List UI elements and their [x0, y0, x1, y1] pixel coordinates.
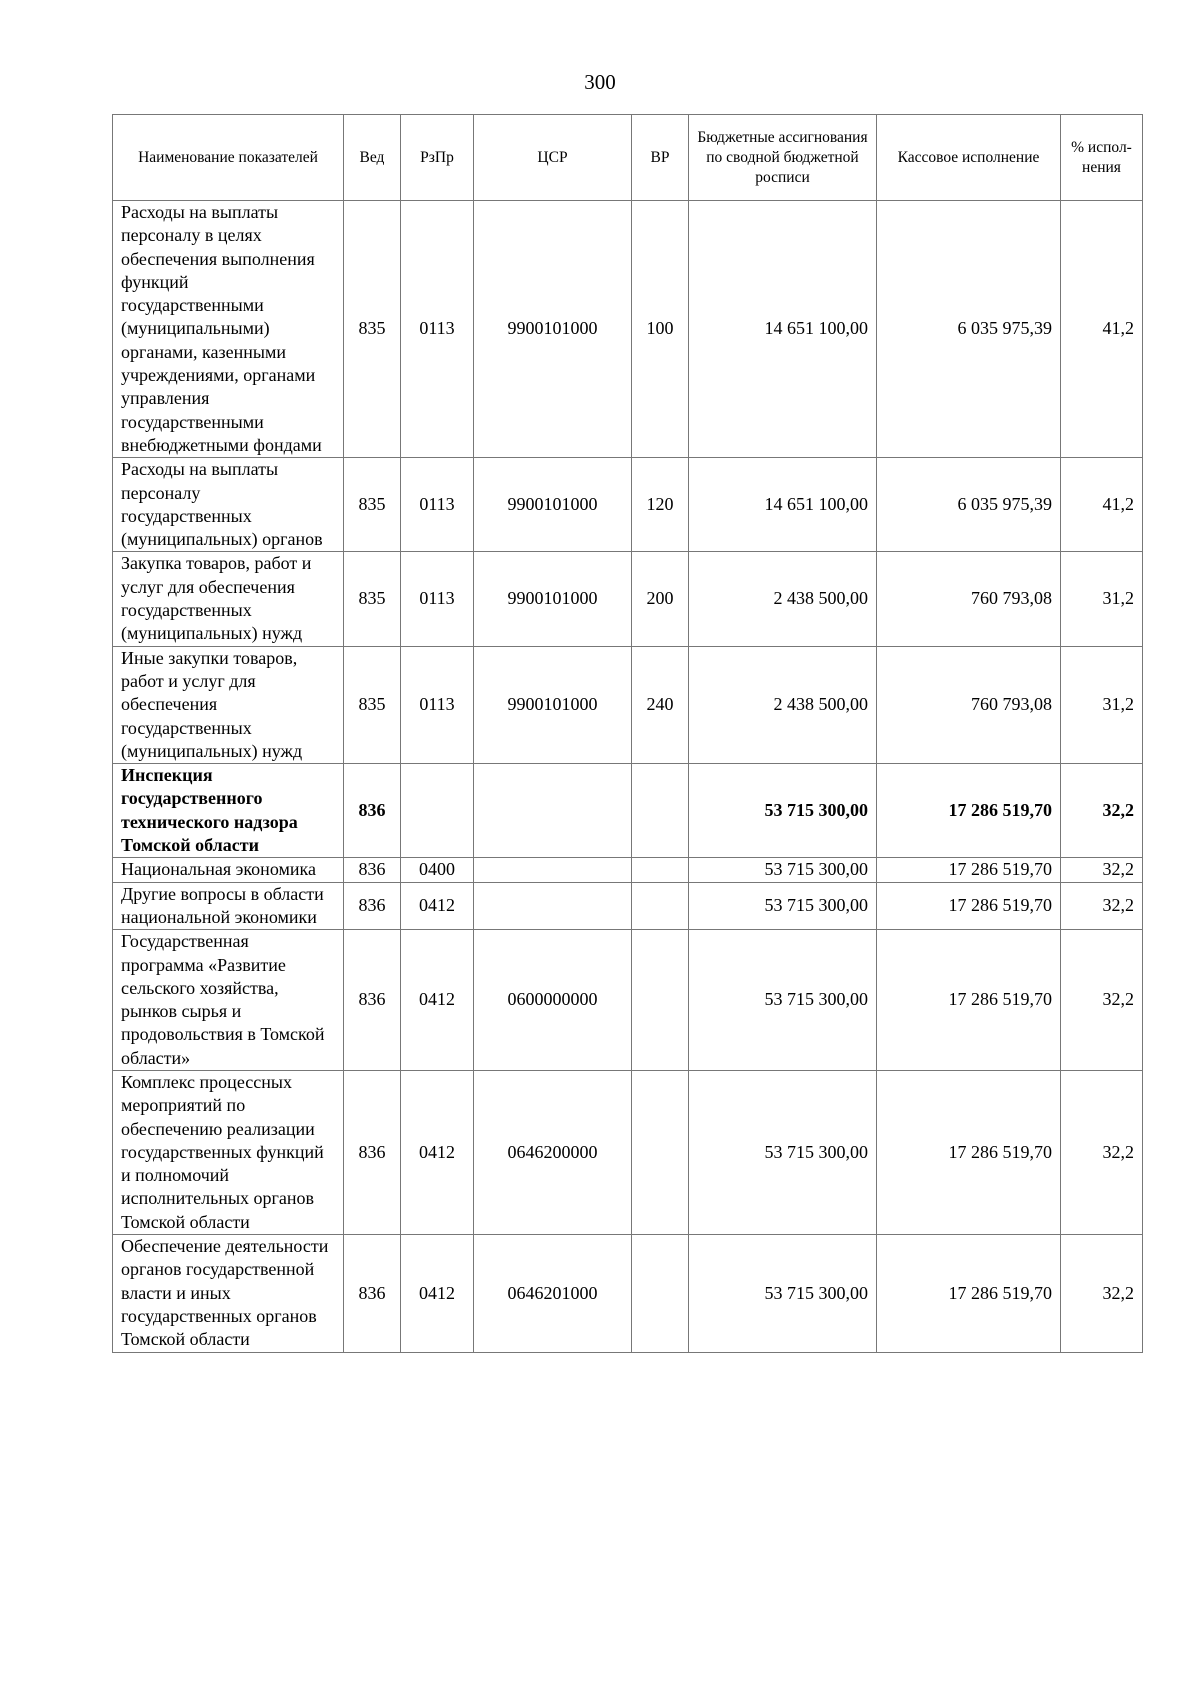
- cell-percent: 32,2: [1061, 882, 1143, 930]
- table-row: [113, 882, 1143, 930]
- cell-percent: 31,2: [1061, 552, 1143, 646]
- cell-vr: 200: [632, 552, 689, 646]
- table-row: [113, 1070, 1143, 1234]
- cell-rzpr: 0412: [401, 1235, 474, 1352]
- table-row: [113, 930, 1143, 1071]
- cell-ved: 836: [344, 930, 401, 1071]
- cell-rzpr: [401, 764, 474, 858]
- cell-cash: 6 035 975,39: [877, 458, 1061, 552]
- table-row: [113, 646, 1143, 763]
- cell-cash: 17 286 519,70: [877, 764, 1061, 858]
- table-row: [113, 458, 1143, 552]
- cell-name: Государственная программа «Развитие сельского хозяйства, рынков сырья и продовольствия в Томской области»: [113, 930, 344, 1071]
- cell-percent: 32,2: [1061, 930, 1143, 1071]
- cell-allocations: 53 715 300,00: [689, 882, 877, 930]
- cell-allocations: 14 651 100,00: [689, 201, 877, 458]
- cell-rzpr: 0113: [401, 201, 474, 458]
- table-row: [113, 552, 1143, 646]
- cell-percent: 32,2: [1061, 1070, 1143, 1234]
- cell-name: Расходы на выплаты персоналу в целях обеспечения выполнения функций государственными (муниципальными) органами, казенными учреждениями, органами управления государственными внебюджетными фондами: [113, 201, 344, 458]
- cell-percent: 32,2: [1061, 1235, 1143, 1352]
- cell-csr: [474, 882, 632, 930]
- cell-ved: 835: [344, 552, 401, 646]
- cell-name: Комплекс процессных мероприятий по обеспечению реализации государственных функций и полномочий исполнительных органов Томской области: [113, 1070, 344, 1234]
- table-body: [113, 201, 1143, 1353]
- cell-name: Расходы на выплаты персоналу государственных (муниципальных) органов: [113, 458, 344, 552]
- cell-vr: [632, 764, 689, 858]
- cell-percent: 41,2: [1061, 201, 1143, 458]
- cell-percent: 32,2: [1061, 858, 1143, 882]
- cell-percent: 31,2: [1061, 646, 1143, 763]
- cell-ved: 836: [344, 1235, 401, 1352]
- cell-rzpr: 0412: [401, 930, 474, 1071]
- cell-cash: 17 286 519,70: [877, 858, 1061, 882]
- table-header-row: [113, 115, 1143, 201]
- cell-allocations: 53 715 300,00: [689, 764, 877, 858]
- header-ved: Вед: [344, 115, 401, 201]
- cell-vr: [632, 930, 689, 1071]
- cell-vr: 240: [632, 646, 689, 763]
- cell-ved: 836: [344, 882, 401, 930]
- cell-ved: 835: [344, 646, 401, 763]
- cell-cash: 17 286 519,70: [877, 1070, 1061, 1234]
- cell-csr: 9900101000: [474, 552, 632, 646]
- cell-rzpr: 0113: [401, 458, 474, 552]
- cell-name: Другие вопросы в области национальной экономики: [113, 882, 344, 930]
- cell-rzpr: 0113: [401, 552, 474, 646]
- header-allocations: Бюджетные ассигнования по сводной бюджетной росписи: [689, 115, 877, 201]
- cell-cash: 17 286 519,70: [877, 1235, 1061, 1352]
- cell-percent: 41,2: [1061, 458, 1143, 552]
- cell-ved: 836: [344, 1070, 401, 1234]
- cell-csr: 9900101000: [474, 458, 632, 552]
- cell-vr: [632, 1235, 689, 1352]
- cell-cash: 760 793,08: [877, 646, 1061, 763]
- cell-csr: 0646200000: [474, 1070, 632, 1234]
- cell-name: Иные закупки товаров, работ и услуг для обеспечения государственных (муниципальных) нужд: [113, 646, 344, 763]
- cell-rzpr: 0113: [401, 646, 474, 763]
- cell-vr: 120: [632, 458, 689, 552]
- header-csr: ЦСР: [474, 115, 632, 201]
- table-row: [113, 764, 1143, 858]
- cell-cash: 6 035 975,39: [877, 201, 1061, 458]
- cell-csr: 0646201000: [474, 1235, 632, 1352]
- header-name: Наименование показателей: [113, 115, 344, 201]
- cell-rzpr: 0412: [401, 882, 474, 930]
- header-vr: ВР: [632, 115, 689, 201]
- cell-cash: 17 286 519,70: [877, 882, 1061, 930]
- header-percent: % испол-нения: [1061, 115, 1143, 201]
- cell-vr: 100: [632, 201, 689, 458]
- cell-name: Инспекция государственного технического надзора Томской области: [113, 764, 344, 858]
- cell-csr: [474, 858, 632, 882]
- cell-rzpr: 0412: [401, 1070, 474, 1234]
- cell-percent: 32,2: [1061, 764, 1143, 858]
- cell-vr: [632, 858, 689, 882]
- cell-ved: 836: [344, 764, 401, 858]
- cell-csr: [474, 764, 632, 858]
- cell-cash: 17 286 519,70: [877, 930, 1061, 1071]
- header-cash: Кассовое исполнение: [877, 115, 1061, 201]
- cell-csr: 0600000000: [474, 930, 632, 1071]
- table-row: [113, 1235, 1143, 1352]
- cell-name: Закупка товаров, работ и услуг для обеспечения государственных (муниципальных) нужд: [113, 552, 344, 646]
- cell-ved: 835: [344, 458, 401, 552]
- cell-name: Обеспечение деятельности органов государственной власти и иных государственных органов Томской области: [113, 1235, 344, 1352]
- cell-allocations: 53 715 300,00: [689, 1070, 877, 1234]
- cell-allocations: 14 651 100,00: [689, 458, 877, 552]
- cell-allocations: 2 438 500,00: [689, 646, 877, 763]
- cell-ved: 836: [344, 858, 401, 882]
- cell-allocations: 53 715 300,00: [689, 930, 877, 1071]
- table-row: [113, 201, 1143, 458]
- cell-ved: 835: [344, 201, 401, 458]
- header-rzpr: РзПр: [401, 115, 474, 201]
- cell-vr: [632, 1070, 689, 1234]
- cell-rzpr: 0400: [401, 858, 474, 882]
- table-row: [113, 858, 1143, 882]
- budget-execution-table: [112, 114, 1143, 1353]
- cell-allocations: 53 715 300,00: [689, 858, 877, 882]
- cell-name: Национальная экономика: [113, 858, 344, 882]
- cell-vr: [632, 882, 689, 930]
- page-number: 300: [584, 70, 616, 94]
- cell-allocations: 2 438 500,00: [689, 552, 877, 646]
- cell-cash: 760 793,08: [877, 552, 1061, 646]
- cell-csr: 9900101000: [474, 646, 632, 763]
- cell-allocations: 53 715 300,00: [689, 1235, 877, 1352]
- cell-csr: 9900101000: [474, 201, 632, 458]
